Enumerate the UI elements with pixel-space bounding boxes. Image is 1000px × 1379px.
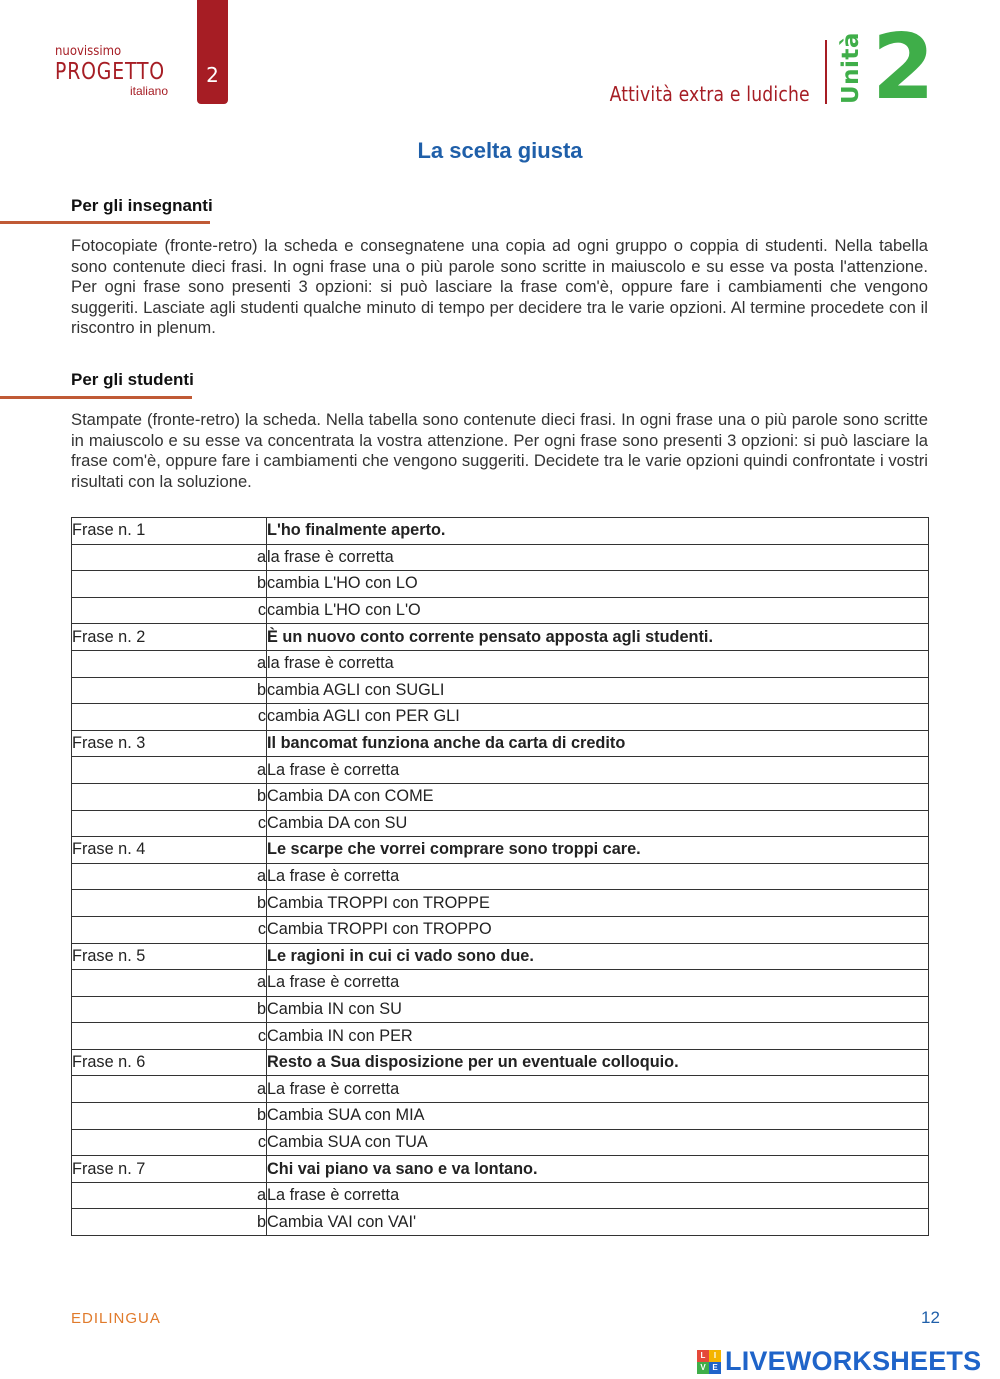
students-underline [0, 396, 192, 399]
liveworksheets-text: LIVEWORKSHEETS [725, 1346, 982, 1376]
option-letter: a [72, 757, 267, 784]
option-text[interactable]: La frase è corretta [267, 1076, 929, 1103]
option-row[interactable] [72, 1209, 929, 1236]
unit-label: Unità [838, 32, 864, 104]
option-text[interactable]: Cambia TROPPI con TROPPO [267, 916, 929, 943]
option-letter: b [72, 571, 267, 598]
option-text[interactable]: La frase è corretta [267, 970, 929, 997]
option-row[interactable] [72, 757, 929, 784]
option-text[interactable]: Cambia IN con SU [267, 996, 929, 1023]
question-row [72, 837, 929, 864]
question-label: Frase n. 3 [72, 730, 267, 757]
page-title: La scelta giusta [417, 138, 583, 163]
option-letter: a [72, 1076, 267, 1103]
option-row[interactable] [72, 996, 929, 1023]
question-row [72, 518, 929, 545]
option-row[interactable] [72, 863, 929, 890]
option-letter: c [72, 704, 267, 731]
option-text[interactable]: Cambia SUA con TUA [267, 1129, 929, 1156]
question-label: Frase n. 5 [72, 943, 267, 970]
option-row[interactable] [72, 544, 929, 571]
option-letter: b [72, 677, 267, 704]
option-text[interactable]: Cambia VAI con VAI' [267, 1209, 929, 1236]
option-text[interactable]: Cambia SUA con MIA [267, 1103, 929, 1130]
logo [55, 45, 175, 98]
option-row[interactable] [72, 1103, 929, 1130]
option-text[interactable]: la frase è corretta [267, 544, 929, 571]
students-paragraph: Stampate (fronte-retro) la scheda. Nella tabella sono contenute dieci frasi. In ogni frase una o più parole sono scritte in maiuscolo e su esse va concentrata la vostra attenzione. Per ogni frase sono presenti 3 opzioni: si può lasciare la frase com'è, oppure fare i cambiamenti che vengono suggeriti. Decidete tra le varie opzioni quindi confrontate i vostri risultati con la soluzione. [71, 410, 928, 491]
option-letter: c [72, 597, 267, 624]
exercise-table [71, 517, 929, 1236]
option-row[interactable] [72, 810, 929, 837]
option-text[interactable]: Cambia DA con COME [267, 783, 929, 810]
option-text[interactable]: cambia L'HO con L'O [267, 597, 929, 624]
option-letter: a [72, 650, 267, 677]
option-letter: c [72, 1129, 267, 1156]
option-letter: b [72, 890, 267, 917]
option-row[interactable] [72, 970, 929, 997]
question-row [72, 730, 929, 757]
question-label: Frase n. 1 [72, 518, 267, 545]
question-sentence: Le ragioni in cui ci vado sono due. [267, 943, 929, 970]
option-row[interactable] [72, 890, 929, 917]
option-row[interactable] [72, 1182, 929, 1209]
teachers-heading: Per gli insegnanti [71, 196, 213, 215]
question-row [72, 1049, 929, 1076]
option-row[interactable] [72, 1076, 929, 1103]
option-row[interactable] [72, 650, 929, 677]
teachers-paragraph: Fotocopiate (fronte-retro) la scheda e consegnatene una copia ad ogni gruppo o coppia di studenti. Nella tabella sono contenute dieci frasi. In ogni frase una o più parole sono scritte in maiuscolo e su esse va posta l'attenzione. Per ogni frase sono presenti 3 opzioni: si può lasciare la frase com'è, oppure fare i cambiamenti che vengono suggeriti. Lasciate agli studenti qualche minuto di tempo per decidere tra le varie opzioni. Al termine procedete con il riscontro in plenum. [71, 236, 928, 338]
option-text[interactable]: Cambia TROPPI con TROPPE [267, 890, 929, 917]
option-row[interactable] [72, 677, 929, 704]
option-letter: a [72, 1182, 267, 1209]
option-text[interactable]: cambia AGLI con PER GLI [267, 704, 929, 731]
liveworksheets-icon: L I V E [697, 1350, 721, 1374]
volume-tab: 2 [197, 0, 228, 104]
logo-main: PROGETTO [55, 59, 165, 85]
question-label: Frase n. 7 [72, 1156, 267, 1183]
teachers-underline [0, 221, 210, 224]
logo-sub: italiano [129, 84, 168, 98]
question-label: Frase n. 2 [72, 624, 267, 651]
option-row[interactable] [72, 571, 929, 598]
option-text[interactable]: cambia L'HO con LO [267, 571, 929, 598]
question-row [72, 1156, 929, 1183]
option-row[interactable] [72, 1023, 929, 1050]
option-text[interactable]: La frase è corretta [267, 1182, 929, 1209]
option-letter: b [72, 1209, 267, 1236]
page-number: 12 [921, 1308, 940, 1327]
option-row[interactable] [72, 597, 929, 624]
option-text[interactable]: La frase è corretta [267, 757, 929, 784]
option-letter: b [72, 1103, 267, 1130]
publisher-logo: EDILINGUA [71, 1310, 161, 1327]
option-row[interactable] [72, 916, 929, 943]
option-letter: b [72, 996, 267, 1023]
question-sentence: Resto a Sua disposizione per un eventuale colloquio. [267, 1049, 929, 1076]
option-text[interactable]: Cambia DA con SU [267, 810, 929, 837]
option-letter: a [72, 970, 267, 997]
question-label: Frase n. 4 [72, 837, 267, 864]
option-row[interactable] [72, 704, 929, 731]
question-sentence: È un nuovo conto corrente pensato apposta agli studenti. [267, 624, 929, 651]
question-sentence: Le scarpe che vorrei comprare sono troppi care. [267, 837, 929, 864]
option-text[interactable]: cambia AGLI con SUGLI [267, 677, 929, 704]
question-label: Frase n. 6 [72, 1049, 267, 1076]
question-row [72, 624, 929, 651]
liveworksheets-watermark[interactable] [697, 1346, 981, 1377]
option-text[interactable]: Cambia IN con PER [267, 1023, 929, 1050]
option-letter: b [72, 783, 267, 810]
students-heading: Per gli studenti [71, 370, 194, 389]
header-divider [825, 40, 827, 104]
unit-number: 2 [872, 15, 935, 120]
question-sentence: Chi vai piano va sano e va lontano. [267, 1156, 929, 1183]
question-row [72, 943, 929, 970]
option-letter: a [72, 863, 267, 890]
option-letter: c [72, 810, 267, 837]
question-sentence: Il bancomat funziona anche da carta di credito [267, 730, 929, 757]
option-text[interactable]: La frase è corretta [267, 863, 929, 890]
section-title: Attività extra e ludiche [609, 82, 810, 106]
question-sentence: L'ho finalmente aperto. [267, 518, 929, 545]
option-letter: c [72, 1023, 267, 1050]
option-row[interactable] [72, 1129, 929, 1156]
option-letter: c [72, 916, 267, 943]
logo-top: nuovissimo [55, 44, 122, 59]
option-letter: a [72, 544, 267, 571]
option-row[interactable] [72, 783, 929, 810]
option-text[interactable]: la frase è corretta [267, 650, 929, 677]
